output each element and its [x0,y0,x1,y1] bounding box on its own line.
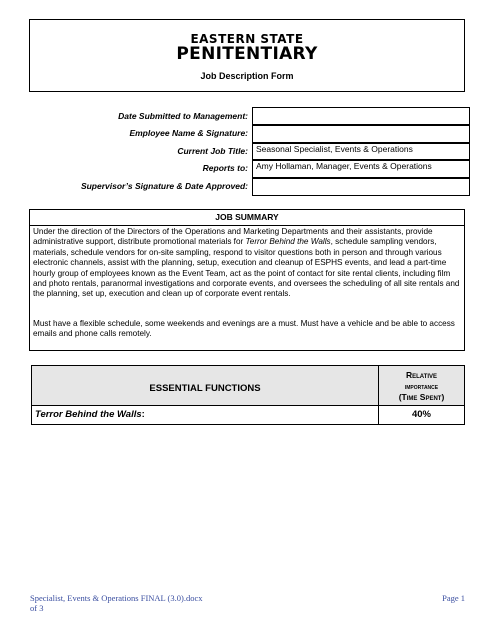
function-row-label [35,409,145,420]
job-summary-box [29,209,465,351]
function-row-percentage: 40% [411,409,431,420]
essential-functions-table [31,365,465,425]
relative-line-2: importance [404,382,439,391]
summary-text-part2: , schedule sampling vendors, materials, schedule vendors for on-site sampling, respond to visitor questions both in person and through various electronic channels, assist with the planning, setup, execution and cleanup of ESPHS events, and lead a part-time hourly group of employees known as the Event Team, act as the point of contact for site rental clients, including film and photo rentals, paranormal investigations and corporate events, and oversees the scheduling of all site rentals and the planning, set up, execution and clean up of corporate event rentals. [33,237,460,299]
relative-importance-heading [379,370,464,403]
header-box [29,19,465,92]
employee-name-label: Employee Name & Signature: [129,128,248,138]
reports-to-label: Reports to: [202,163,248,173]
supervisor-label: Supervisor’s Signature & Date Approved: [80,181,248,191]
supervisor-field[interactable] [252,177,470,196]
reports-to-field[interactable]: Amy Hollaman, Manager, Events & Operations [252,159,470,179]
relative-line-3: (Time Spent) [398,392,445,402]
job-summary-heading: JOB SUMMARY [30,210,464,226]
date-submitted-label: Date Submitted to Management: [118,111,248,121]
function-suffix: : [141,409,145,420]
essential-functions-heading: ESSENTIAL FUNCTIONS [149,383,261,394]
job-summary-note: Must have a flexible schedule, some weekends and evenings are a must. Must have a vehicle and be able to access emails and phone calls remotely. [33,319,455,339]
function-name: Terror Behind the Walls [35,409,142,420]
summary-text-part1: Under the direction of the Directors of the Operations and Marketing Departments and their assistants, provide administrative support, distribute promotional materials for [33,227,433,247]
footer-page-number: Page 1 [442,593,465,603]
job-title-label: Current Job Title: [177,146,248,156]
footer-filename: Specialist, Events & Operations FINAL (3.0).docx [30,593,203,603]
footer-of-pages: of 3 [30,603,44,613]
logo-line-1: EASTERN STATE [190,32,304,46]
relative-line-1: Relative [405,370,438,380]
job-summary-text [33,227,461,300]
logo-line-2: PENITENTIARY [176,44,318,64]
summary-text-italic: Terror Behind the Walls [245,237,331,247]
employee-name-field[interactable] [252,124,470,144]
form-title: Job Description Form [200,71,294,81]
job-title-field[interactable]: Seasonal Specialist, Events & Operations [252,142,470,161]
